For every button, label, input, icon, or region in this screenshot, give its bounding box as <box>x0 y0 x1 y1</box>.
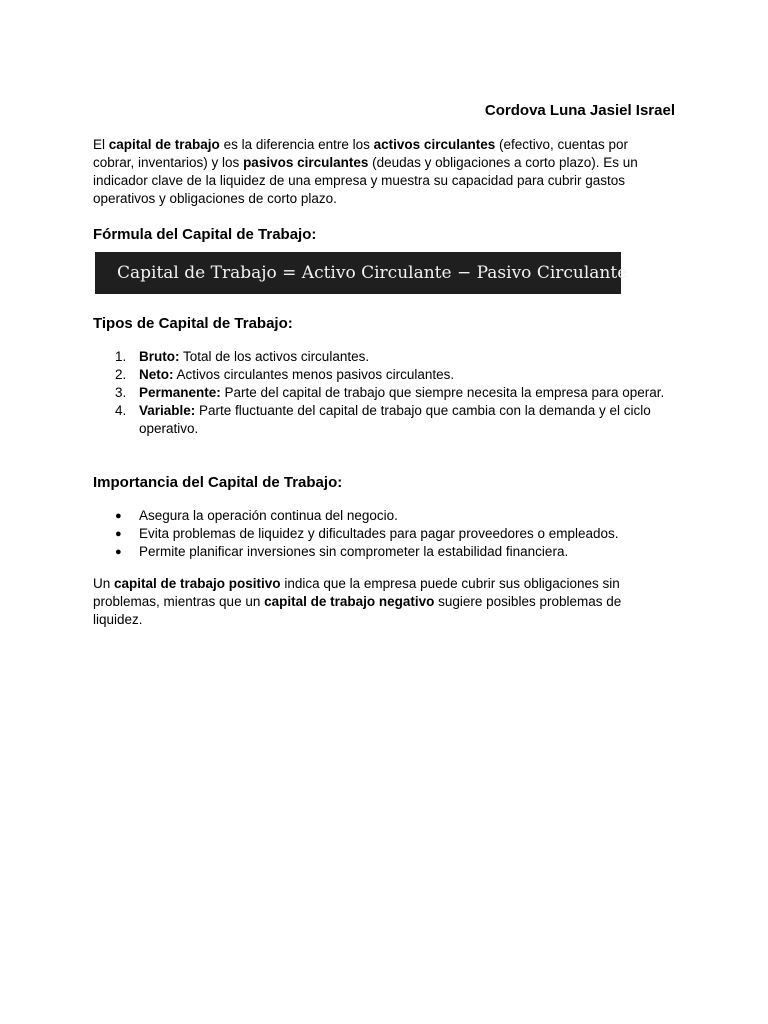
closing-text-2: indica que la empresa puede cubrir sus obligaciones sin problemas, mientras que un <box>93 576 620 609</box>
intro-text-4: (deudas y obligaciones a corto plazo). Es un indicador clave de la liquidez de una empresa y muestra su capacidad para cubrir gastos operativos y obligaciones de corto plazo. <box>93 155 638 206</box>
intro-text-1: El <box>93 137 109 152</box>
closing-bold-negativo: capital de trabajo negativo <box>264 594 435 609</box>
list-item-text: Total de los activos circulantes. <box>179 349 370 364</box>
list-item-term: Permanente: <box>139 385 221 400</box>
list-item-number: 4. <box>115 403 127 418</box>
bullet-text: Permite planificar inversiones sin comprometer la estabilidad financiera. <box>139 544 569 559</box>
bullet-item <box>93 525 668 543</box>
list-item-text: Parte del capital de trabajo que siempre necesita la empresa para operar. <box>220 385 665 400</box>
list-item-text: Parte fluctuante del capital de trabajo que cambia con la demanda y el ciclo operativo. <box>139 403 651 436</box>
intro-text-3: (efectivo, cuentas por cobrar, inventarios) y los <box>93 137 629 170</box>
importancia-heading: Importancia del Capital de Trabajo: <box>93 474 343 491</box>
list-item <box>93 366 668 384</box>
closing-text-1: Un <box>93 576 115 591</box>
list-item-number: 2. <box>115 367 127 382</box>
formula-image <box>95 252 628 294</box>
bullet-icon: ● <box>115 510 122 522</box>
list-item-term: Neto: <box>139 367 174 382</box>
bullet-icon: ● <box>115 546 122 558</box>
formula-text: Capital de Trabajo = Activo Circulante − Pasivo Circulante <box>117 263 628 283</box>
list-item-term: Variable: <box>139 403 196 418</box>
importancia-list <box>93 507 668 561</box>
bullet-item <box>93 507 668 525</box>
intro-bold-capital-de-trabajo: capital de trabajo <box>108 137 220 152</box>
closing-text-3: sugiere posibles problemas de liquidez. <box>93 594 622 627</box>
tipos-heading: Tipos de Capital de Trabajo: <box>93 315 293 332</box>
list-item-text: Activos circulantes menos pasivos circulantes. <box>173 367 455 382</box>
list-item <box>93 402 668 438</box>
bullet-icon: ● <box>115 528 122 540</box>
intro-bold-pasivos-circulantes: pasivos circulantes <box>243 155 369 170</box>
closing-paragraph <box>93 575 653 629</box>
intro-text-2: es la diferencia entre los <box>219 137 374 152</box>
bullet-item <box>93 543 668 561</box>
formula-heading: Fórmula del Capital de Trabajo: <box>93 226 317 243</box>
intro-paragraph <box>93 136 668 208</box>
list-item <box>93 384 668 402</box>
list-item <box>93 348 668 366</box>
tipos-list <box>93 348 668 438</box>
bullet-text: Asegura la operación continua del negocio. <box>139 508 398 523</box>
bullet-text: Evita problemas de liquidez y dificultades para pagar proveedores o empleados. <box>139 526 619 541</box>
list-item-number: 1. <box>115 349 127 364</box>
closing-bold-positivo: capital de trabajo positivo <box>114 576 281 591</box>
list-item-term: Bruto: <box>139 349 180 364</box>
intro-bold-activos-circulantes: activos circulantes <box>373 137 496 152</box>
author-name: Cordova Luna Jasiel Israel <box>484 102 675 119</box>
list-item-number: 3. <box>115 385 127 400</box>
